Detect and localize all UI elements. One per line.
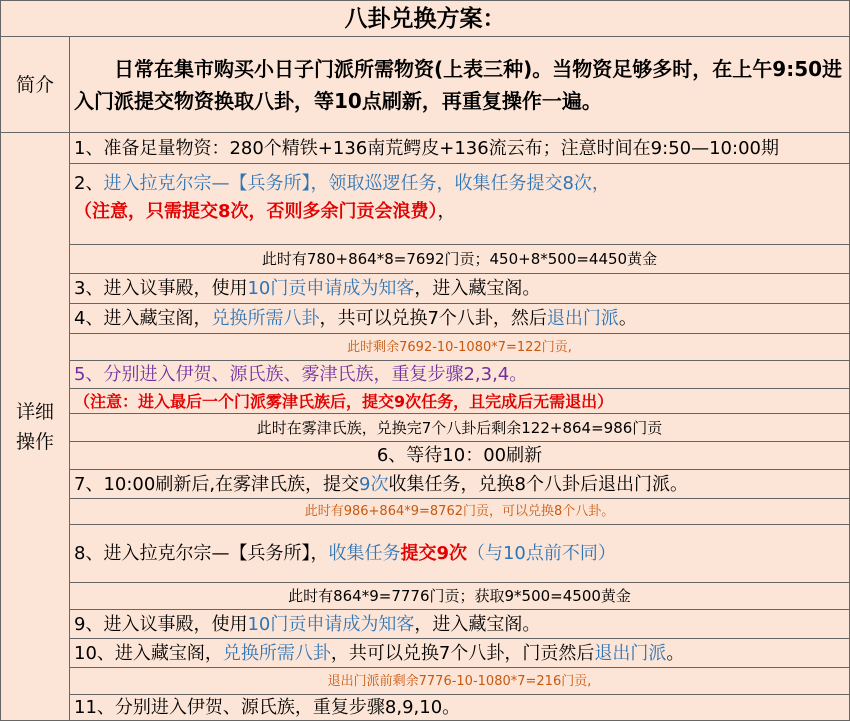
details-label-text: 详细操作 bbox=[15, 400, 54, 453]
step-2-suffix: ， bbox=[437, 201, 456, 222]
step-5: 5、分别进入伊贺、源氏族、雾津氏族，重复步骤2,3,4。 bbox=[70, 361, 850, 389]
step-4-text-a: 4、进入藏宝阁， bbox=[74, 308, 212, 329]
step-3-highlight: 10门贡申请成为知客 bbox=[247, 278, 415, 299]
step-10 bbox=[70, 639, 850, 668]
step-2-action: 进入拉克尔宗—【兵务所】，领取巡逻任务，收集任务提交8次， bbox=[103, 173, 610, 194]
step-4-text-c: 。 bbox=[618, 308, 637, 329]
details-label bbox=[1, 133, 70, 721]
intro-label: 简介 bbox=[1, 37, 70, 133]
step-4-highlight-1: 兑换所需八卦 bbox=[211, 308, 320, 329]
intro-text: 日常在集市购买小日子门派所需物资(上表三种)。当物资足够多时，在上午9:50进入门派提交物资换取八卦，等10点刷新，再重复操作一遍。 bbox=[70, 37, 850, 133]
step-9-text-a: 9、进入议事殿，使用 bbox=[74, 614, 248, 635]
step-10-note: 退出门派前剩余7776-10-1080*7=216门贡, bbox=[70, 668, 850, 695]
step-4-note: 此时剩余7692-10-1080*7=122门贡, bbox=[70, 334, 850, 361]
step-2-warning: （注意，只需提交8次，否则多余门贡会浪费） bbox=[74, 201, 438, 222]
step-8-highlight-1: 收集任务 bbox=[328, 543, 401, 564]
step-8 bbox=[70, 525, 850, 583]
sheet-title: 八卦兑换方案： bbox=[1, 1, 850, 37]
step-7 bbox=[70, 470, 850, 499]
step-10-text-b: ，共可以兑换7个八卦，门贡然后 bbox=[330, 643, 595, 664]
step-10-highlight-2: 退出门派 bbox=[594, 643, 667, 664]
step-6: 6、等待10：00刷新 bbox=[70, 442, 850, 470]
step-3-text-b: ，进入藏宝阁。 bbox=[414, 278, 541, 299]
step-9 bbox=[70, 610, 850, 639]
step-2 bbox=[70, 164, 850, 245]
step-1: 1、准备足量物资：280个精铁+136南荒鳄皮+136流云布；注意时间在9:50—10:00期 bbox=[70, 133, 850, 164]
step-9-highlight: 10门贡申请成为知客 bbox=[247, 614, 415, 635]
step-10-text-c: 。 bbox=[666, 643, 685, 664]
step-11: 11、分别进入伊贺、源氏族，重复步骤8,9,10。 bbox=[70, 695, 850, 721]
step-2-note: 此时有780+864*8=7692门贡；450+8*500=4450黄金 bbox=[70, 245, 850, 274]
step-4-highlight-2: 退出门派 bbox=[546, 308, 619, 329]
step-10-highlight-1: 兑换所需八卦 bbox=[222, 643, 331, 664]
step-7-text-a: 7、10:00刷新后,在雾津氏族，提交 bbox=[74, 474, 360, 495]
step-5-warning: （注意：进入最后一个门派雾津氏族后，提交9次任务，且完成后无需退出） bbox=[70, 389, 850, 414]
step-8-note: 此时有864*9=7776门贡；获取9*500=4500黄金 bbox=[70, 583, 850, 610]
step-9-text-b: ，进入藏宝阁。 bbox=[414, 614, 541, 635]
step-3 bbox=[70, 274, 850, 304]
step-8-highlight-red: 提交9次 bbox=[400, 543, 467, 564]
step-7-highlight: 9次 bbox=[359, 474, 389, 495]
step-8-text-a: 8、进入拉克尔宗—【兵务所】， bbox=[74, 543, 329, 564]
step-8-highlight-2: （与10点前不同） bbox=[466, 543, 616, 564]
step-3-text-a: 3、进入议事殿，使用 bbox=[74, 278, 248, 299]
step-4 bbox=[70, 304, 850, 334]
step-2-prefix: 2、 bbox=[74, 173, 104, 194]
step-7-note: 此时有986+864*9=8762门贡，可以兑换8个八卦。 bbox=[70, 499, 850, 525]
step-4-text-b: ，共可以兑换7个八卦，然后 bbox=[319, 308, 547, 329]
step-10-text-a: 10、进入藏宝阁， bbox=[74, 643, 223, 664]
step-5-note: 此时在雾津氏族，兑换完7个八卦后剩余122+864=986门贡 bbox=[70, 414, 850, 442]
step-7-text-b: 收集任务，兑换8个八卦后退出门派。 bbox=[388, 474, 688, 495]
